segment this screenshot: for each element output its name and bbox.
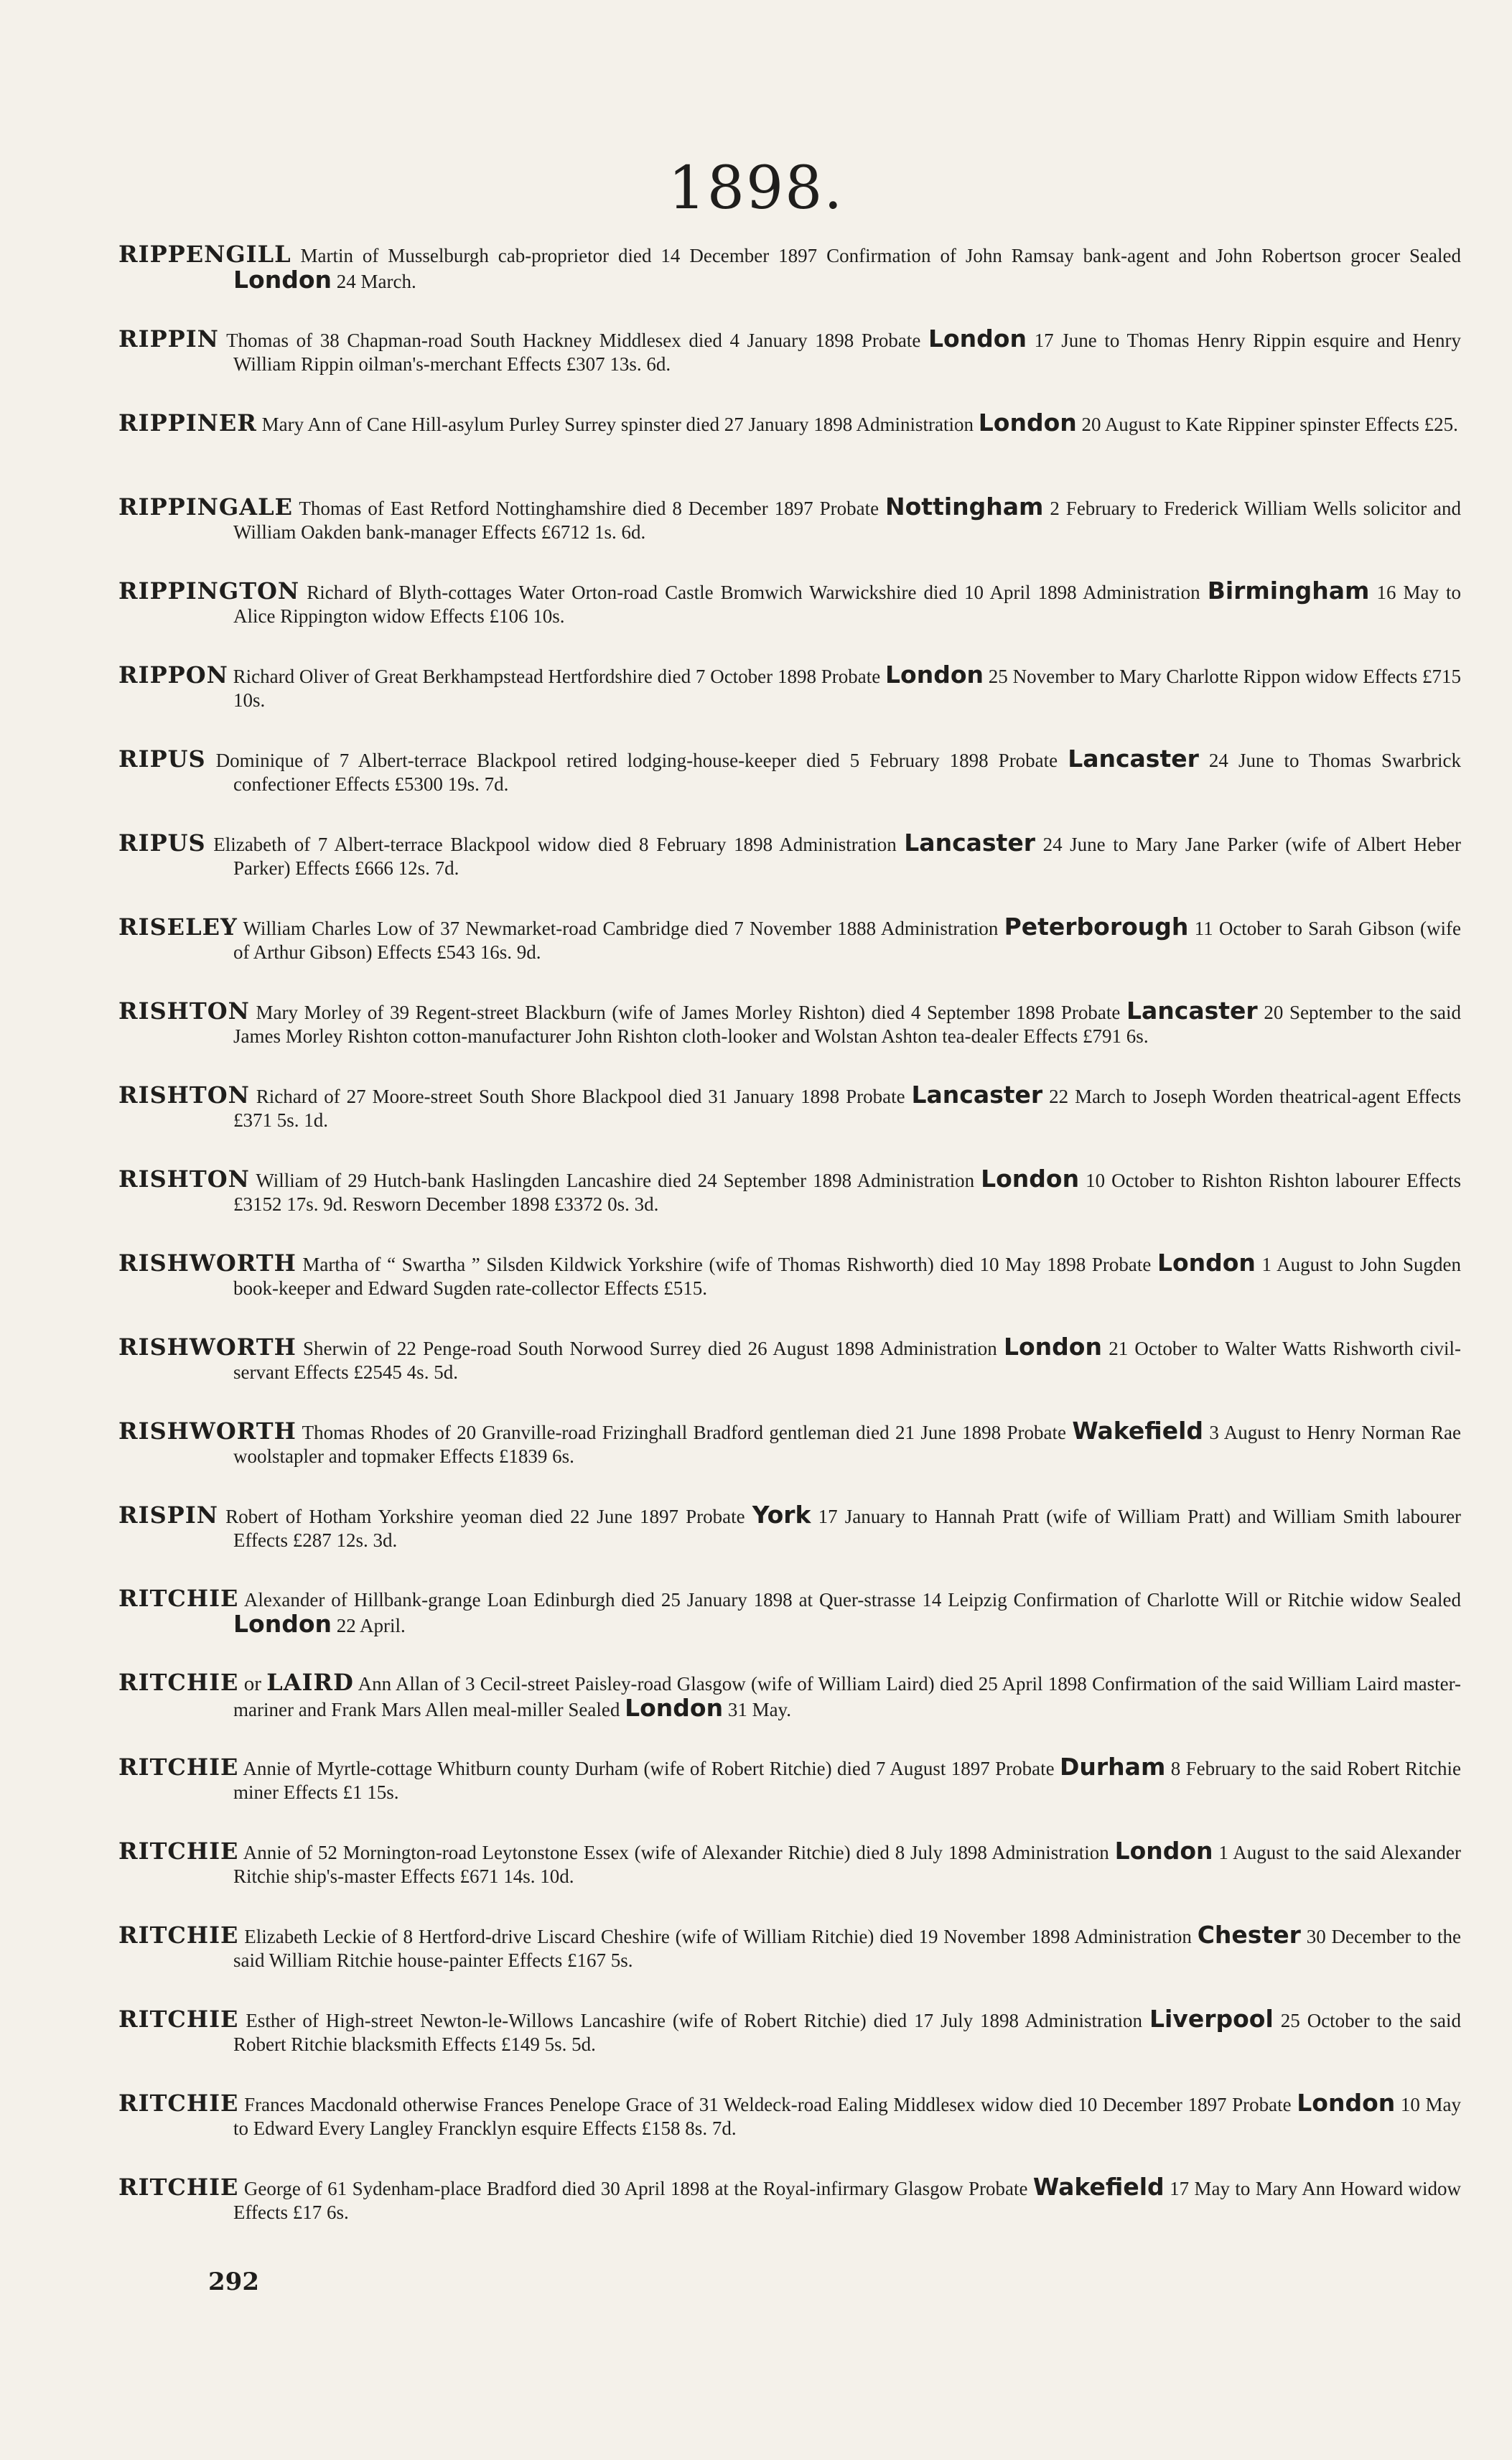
entry-surname-alt: LAIRD — [266, 1669, 354, 1696]
entry-ripus-elizabeth — [118, 831, 1461, 915]
entry-rishworth-thomas — [118, 1419, 1461, 1503]
entry-place: Chester — [1197, 1921, 1301, 1949]
year-heading: 1898. — [668, 154, 844, 223]
entry-text: Sherwin of 22 Penge-road South Norwood Surrey died 26 August 1898 Administration — [303, 1338, 997, 1359]
entry-surname: RISHWORTH — [118, 1249, 297, 1277]
page-number: 292 — [208, 2268, 259, 2296]
entry-text: Thomas Rhodes of 20 Granville-road Frizinghall Bradford gentleman died 21 June 1898 Probate — [302, 1422, 1066, 1443]
entry-rishton-richard — [118, 1083, 1461, 1167]
entry-place: Peterborough — [1004, 913, 1189, 941]
entry-text: Martin of Musselburgh cab-proprietor died 14 December 1897 Confirmation of John Ramsay bank-agent and John Robertson grocer Sealed — [300, 245, 1461, 266]
entry-text: Richard Oliver of Great Berkhampstead Hertfordshire died 7 October 1898 Probate — [233, 666, 881, 687]
entry-text: Esther of High-street Newton-le-Willows Lancashire (wife of Robert Ritchie) died 17 July 1898 Administration — [246, 2010, 1142, 2031]
entry-text-end: 20 August to Kate Rippiner spinster Effects £25. — [1081, 414, 1458, 435]
entry-place: London — [981, 1165, 1080, 1193]
entry-text: Thomas of 38 Chapman-road South Hackney Middlesex died 4 January 1898 Probate — [226, 330, 921, 351]
entry-place: Liverpool — [1149, 2005, 1274, 2033]
entry-surname: RIPUS — [118, 745, 206, 773]
entry-text-end: 20 September to the said James Morley Rishton cotton-manufacturer John Rishton cloth-looker and Wolstan Ashton tea-dealer Effects £791 6s. — [233, 1002, 1461, 1047]
entry-rishworth-sherwin — [118, 1335, 1461, 1419]
entry-place: Wakefield — [1072, 1417, 1204, 1445]
entry-place: London — [1157, 1249, 1256, 1277]
entry-surname: RISELEY — [118, 913, 238, 941]
entry-riseley — [118, 915, 1461, 999]
entry-place: London — [1297, 2089, 1396, 2117]
entry-text-end: 25 October to the said Robert Ritchie blacksmith Effects £149 5s. 5d. — [233, 2010, 1462, 2055]
entry-rippiner — [118, 411, 1461, 495]
entry-place: London — [233, 266, 332, 294]
entry-surname: RITCHIE — [118, 1669, 239, 1696]
entry-text: George of 61 Sydenham-place Bradford died 30 April 1898 at the Royal-infirmary Glasgow Probate — [243, 2178, 1028, 2199]
entry-surname: RITCHIE — [118, 2174, 239, 2201]
entry-text-end: 17 January to Hannah Pratt (wife of William Pratt) and William Smith labourer Effects £287 12s. 3d. — [233, 1506, 1462, 1551]
entry-text-end: 2 February to Frederick William Wells solicitor and William Oakden bank-manager Effects £6712 1s. 6d. — [233, 498, 1462, 543]
entry-text-end: 30 December to the said William Ritchie house-painter Effects £167 5s. — [233, 1926, 1462, 1971]
entry-ritchie-alexander — [118, 1587, 1461, 1671]
entry-rippingale — [118, 495, 1461, 579]
entry-text: Annie of Myrtle-cottage Whitburn county Durham (wife of Robert Ritchie) died 7 August 1897 Probate — [243, 1758, 1055, 1779]
entry-text: Richard of 27 Moore-street South Shore Blackpool died 31 January 1898 Probate — [256, 1086, 905, 1107]
entry-surname: RIPPON — [118, 661, 228, 689]
entry-surname: RIPPENGILL — [118, 241, 291, 268]
entry-text-end: 1 August to the said Alexander Ritchie ship's-master Effects £671 14s. 10d. — [233, 1842, 1462, 1887]
entry-place: London — [978, 409, 1077, 437]
entry-place: London — [1003, 1333, 1102, 1361]
entry-place: London — [625, 1694, 724, 1722]
entry-place: London — [1114, 1837, 1213, 1865]
entry-text-end: 25 November to Mary Charlotte Rippon widow Effects £715 10s. — [233, 666, 1462, 711]
entry-surname: RISHWORTH — [118, 1333, 297, 1361]
entry-ritchie-annie-durham — [118, 1755, 1461, 1839]
entry-rishworth-martha — [118, 1251, 1461, 1335]
entry-rippington — [118, 579, 1461, 663]
entry-surname: RISHTON — [118, 1165, 250, 1193]
entry-text: Frances Macdonald otherwise Frances Penelope Grace of 31 Weldeck-road Ealing Middlesex widow died 10 December 1897 Probate — [244, 2094, 1292, 2115]
entry-surname: RIPPIN — [118, 325, 219, 353]
entry-place: Lancaster — [911, 1081, 1043, 1109]
entry-surname: RIPPINER — [118, 409, 257, 437]
entry-text-end: 31 May. — [727, 1699, 792, 1720]
entry-text: Dominique of 7 Albert-terrace Blackpool retired lodging-house-keeper died 5 February 1898 Probate — [215, 750, 1058, 771]
entry-surname: RIPPINGTON — [118, 577, 300, 605]
entry-place: London — [885, 661, 984, 689]
entry-surname: RITCHIE — [118, 1585, 239, 1612]
entry-place: London — [233, 1610, 332, 1638]
entry-ritchie-esther — [118, 2007, 1461, 2091]
entry-list — [118, 243, 1461, 2259]
entry-ritchie-frances — [118, 2091, 1461, 2175]
entry-text: Mary Morley of 39 Regent-street Blackburn (wife of James Morley Rishton) died 4 September 1898 Probate — [256, 1002, 1121, 1023]
entry-surname: RITCHIE — [118, 1753, 239, 1781]
entry-surname: RITCHIE — [118, 1837, 239, 1865]
entry-surname: RISHTON — [118, 1081, 250, 1109]
entry-text: Alexander of Hillbank-grange Loan Edinburgh died 25 January 1898 at Quer-strasse 14 Leipzig Confirmation of Charlotte Will or Ritchie widow Sealed — [243, 1589, 1461, 1611]
entry-text: Richard of Blyth-cottages Water Orton-road Castle Bromwich Warwickshire died 10 April 1898 Administration — [307, 582, 1200, 603]
entry-text: Robert of Hotham Yorkshire yeoman died 22 June 1897 Probate — [225, 1506, 745, 1527]
entry-conjunction: or — [243, 1672, 261, 1695]
entry-ritchie-elizabeth — [118, 1923, 1461, 2007]
entry-place: Birmingham — [1207, 577, 1370, 605]
entry-rippin — [118, 327, 1461, 411]
entry-text: William of 29 Hutch-bank Haslingden Lancashire died 24 September 1898 Administration — [256, 1170, 975, 1191]
entry-rippengill — [118, 243, 1461, 327]
entry-text-end: 10 October to Rishton Rishton labourer Effects £3152 17s. 9d. Resworn December 1898 £3372 0s. 3d. — [233, 1170, 1462, 1215]
entry-text-end: 17 May to Mary Ann Howard widow Effects £17 6s. — [233, 2178, 1462, 2223]
entry-text-end: 16 May to Alice Rippington widow Effects £106 10s. — [233, 582, 1462, 627]
entry-place: York — [752, 1501, 811, 1529]
entry-ripus-dominique — [118, 747, 1461, 831]
entry-place: Lancaster — [1068, 745, 1199, 773]
entry-ritchie-or-laird — [118, 1671, 1461, 1755]
entry-text-end: 10 May to Edward Every Langley Francklyn esquire Effects £158 8s. 7d. — [233, 2094, 1462, 2139]
entry-ritchie-annie-london — [118, 1839, 1461, 1923]
entry-place: Wakefield — [1032, 2173, 1165, 2201]
entry-surname: RITCHIE — [118, 1921, 239, 1949]
entry-text: Ann Allan of 3 Cecil-street Paisley-road Glasgow (wife of William Laird) died 25 April 1898 Confirmation of the said William Laird master-mariner and Frank Mars Allen meal-miller Sealed — [233, 1673, 1462, 1720]
entry-place: London — [928, 325, 1027, 353]
entry-place: Nottingham — [885, 493, 1044, 521]
entry-ritchie-george — [118, 2175, 1461, 2259]
entry-text-end: 24 March. — [336, 271, 416, 292]
entry-text: Thomas of East Retford Nottinghamshire died 8 December 1897 Probate — [299, 498, 879, 519]
entry-text: William Charles Low of 37 Newmarket-road Cambridge died 7 November 1888 Administration — [243, 918, 999, 939]
entry-text-end: 21 October to Walter Watts Rishworth civil-servant Effects £2545 4s. 5d. — [233, 1338, 1462, 1383]
entry-surname: RISHTON — [118, 997, 250, 1025]
entry-surname: RISHWORTH — [118, 1417, 297, 1445]
entry-rishton-mary — [118, 999, 1461, 1083]
entry-text-end: 8 February to the said Robert Ritchie miner Effects £1 15s. — [233, 1758, 1462, 1803]
entry-text-end: 3 August to Henry Norman Rae woolstapler and topmaker Effects £1839 6s. — [233, 1422, 1462, 1467]
entry-text: Mary Ann of Cane Hill-asylum Purley Surrey spinster died 27 January 1898 Administration — [261, 414, 974, 435]
entry-rishton-william — [118, 1167, 1461, 1251]
entry-place: Durham — [1060, 1753, 1166, 1781]
entry-text: Elizabeth Leckie of 8 Hertford-drive Liscard Cheshire (wife of William Ritchie) died 19 November 1898 Administration — [244, 1926, 1192, 1947]
entry-surname: RIPPINGALE — [118, 493, 293, 521]
entry-text-end: 11 October to Sarah Gibson (wife of Arthur Gibson) Effects £543 16s. 9d. — [233, 918, 1462, 963]
entry-place: Lancaster — [904, 829, 1035, 857]
entry-text: Martha of “ Swartha ” Silsden Kildwick Yorkshire (wife of Thomas Rishworth) died 10 May 1898 Probate — [302, 1254, 1152, 1275]
entry-rispin — [118, 1503, 1461, 1587]
entry-place: Lancaster — [1126, 997, 1258, 1025]
entry-text-end: 1 August to John Sugden book-keeper and Edward Sugden rate-collector Effects £515. — [233, 1254, 1462, 1299]
entry-surname: RITCHIE — [118, 2089, 239, 2117]
entry-text-end: 22 March to Joseph Worden theatrical-agent Effects £371 5s. 1d. — [233, 1086, 1461, 1131]
entry-rippon — [118, 663, 1461, 747]
entry-text: Annie of 52 Mornington-road Leytonstone Essex (wife of Alexander Ritchie) died 8 July 1898 Administration — [243, 1842, 1109, 1863]
entry-text-end: 17 June to Thomas Henry Rippin esquire and Henry William Rippin oilman's-merchant Effects £307 13s. 6d. — [233, 330, 1462, 375]
entry-surname: RISPIN — [118, 1501, 218, 1529]
entry-surname: RIPUS — [118, 829, 206, 857]
entry-surname: RITCHIE — [118, 2005, 239, 2033]
entry-text-end: 24 June to Mary Jane Parker (wife of Albert Heber Parker) Effects £666 12s. 7d. — [233, 834, 1462, 879]
entry-text-end: 22 April. — [336, 1615, 406, 1636]
entry-text: Elizabeth of 7 Albert-terrace Blackpool widow died 8 February 1898 Administration — [213, 834, 897, 855]
entry-text-end: 24 June to Thomas Swarbrick confectioner Effects £5300 19s. 7d. — [233, 750, 1461, 795]
